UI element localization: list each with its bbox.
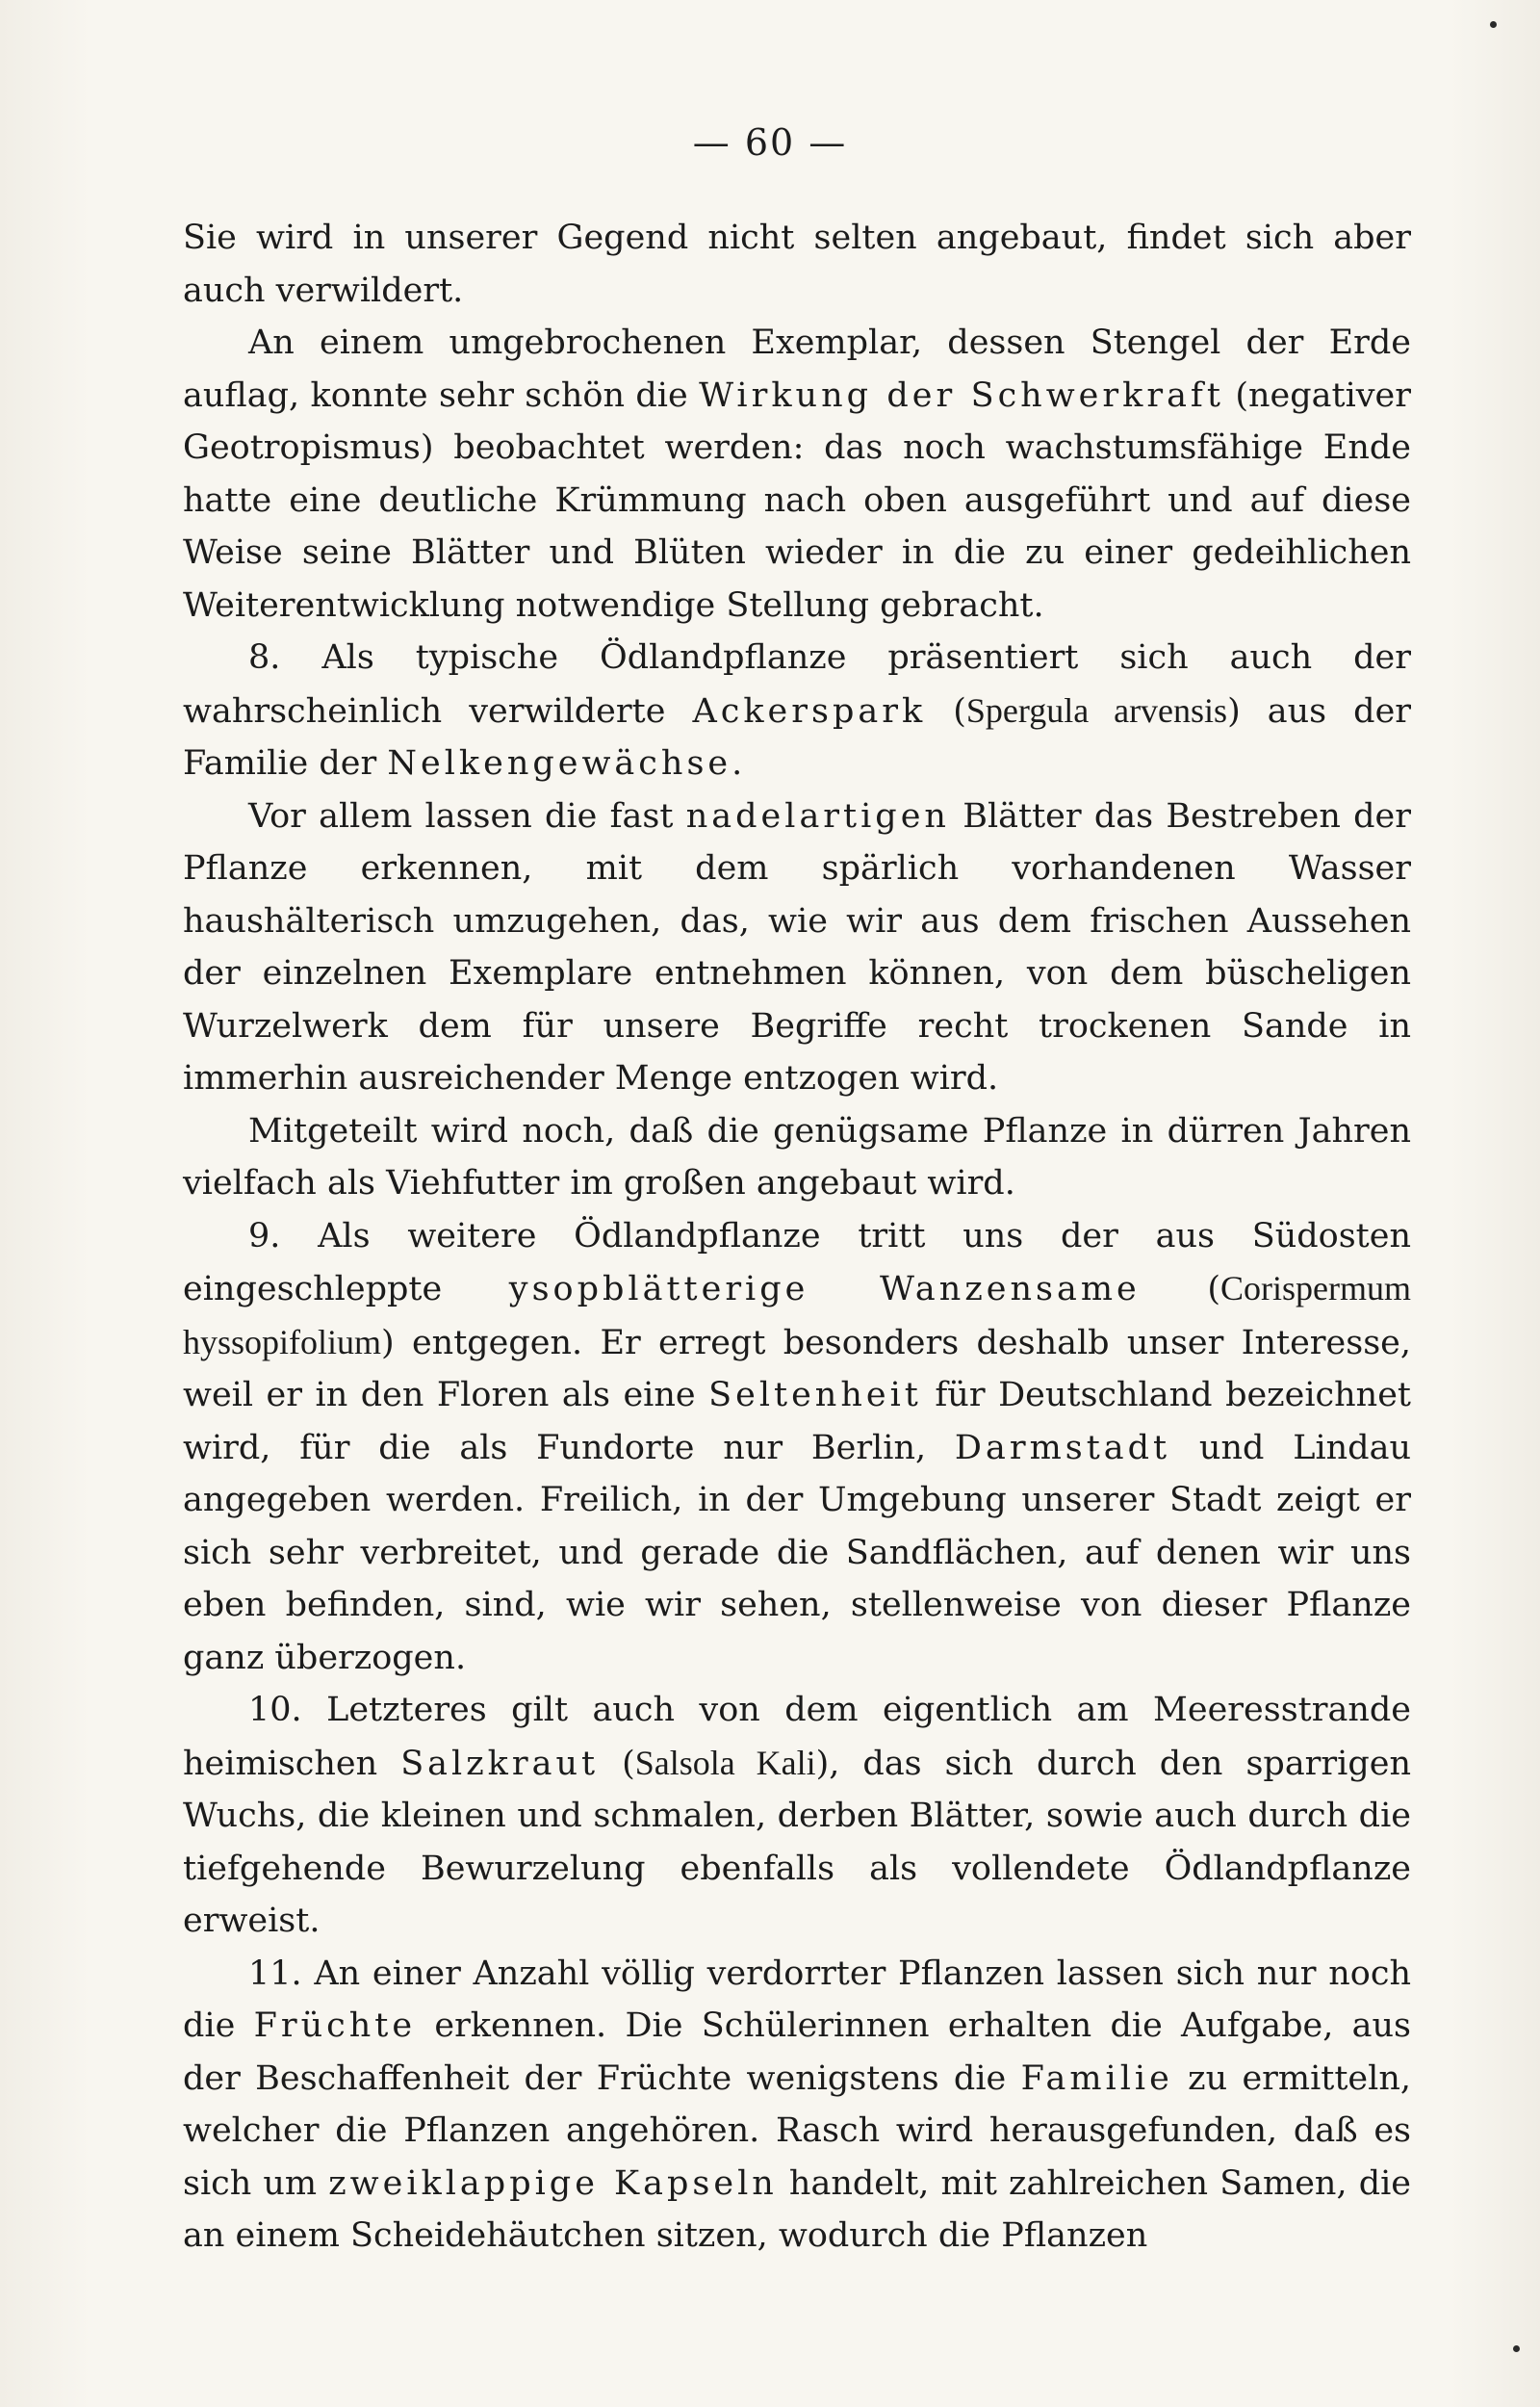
emphasized-term: Früchte [253,2006,417,2045]
text-run: . [732,744,743,783]
text-run: 8. Als typische Ödlandpflanze präsentiert sich auch der wahrscheinlich verwilderte [183,638,1411,731]
paragraph [183,212,1411,317]
text-run: und Lindau angegeben werden. Freilich, in der Umgebung unserer Stadt zeigt er sich sehr verbreitet, und gerade die Sandflächen, auf denen wir uns eben befinden, sind, wie wir sehen, stellenweise von dieser Pflanze ganz überzogen. [183,1428,1411,1677]
paragraph [183,632,1411,790]
text-run: Vor allem lassen die fast [248,796,686,836]
body-text [183,212,1411,2263]
latin-name: Corispermum hyssopifolium [183,1269,1412,1361]
corner-dot-bottom [1513,2345,1520,2352]
paragraph [183,1948,1411,2263]
paragraph [183,1684,1411,1948]
emphasized-term: Darmstadt [954,1428,1171,1467]
emphasized-term: Ackerspark [692,691,927,731]
text-run: ( [599,1744,635,1783]
page-number: — 60 — [692,121,848,164]
paragraph [183,790,1411,1105]
text-run: 10. Letzteres gilt auch von dem eigentlich am Meeresstrande heimischen [183,1691,1411,1783]
emphasized-term: Seltenheit [708,1376,922,1414]
emphasized-term: ysopblätterige Wanzensame [508,1270,1141,1308]
text-run: ( [1140,1270,1221,1308]
emphasized-term: Nelkengewächse [387,744,732,783]
text-run: ( [926,691,966,731]
paragraph [183,317,1411,632]
paragraph [183,1105,1411,1210]
text-run: ) entgegen. Er erregt besonders deshalb unser Interesse, weil er in den Floren als eine [183,1323,1411,1414]
text-run: handelt, mit zahlreichen Samen, die an einem Scheidehäutchen sitzen, wodurch die Pflanzen [183,2163,1412,2255]
text-run: An einem umgebrochenen Exemplar, dessen Stengel der Erde auflag, konnte sehr schön die [183,324,1411,415]
text-run: (negativer Geotropismus) beobachtet werden: das noch wachstumsfähige Ende hatte eine deutliche Krümmung nach oben ausgeführt und auf diese Weise seine Blätter und Blüten wieder in die zu einer gedeihlichen Weiterentwicklung notwendige Stellung gebracht. [183,375,1411,625]
emphasized-term: Salzkraut [400,1744,600,1783]
emphasized-term: nadelartigen [685,796,950,836]
text-run: ) aus der Familie der [183,691,1412,783]
text-run: Sie wird in unserer Gegend nicht selten angebaut, findet sich aber auch verwildert. [183,219,1411,310]
text-run: 9. Als weitere Ödlandpflanze tritt uns der aus Südosten eingeschleppte [183,1216,1411,1308]
text-run: ), das sich durch den sparrigen Wuchs, die kleinen und schmalen, derben Blätter, sowie auch durch die tiefgehende Bewurzelung ebenfalls als vollendete Ödlandpflanze erweist. [183,1744,1411,1940]
paragraph [183,1210,1411,1685]
latin-name: Spergula arvensis [965,690,1228,730]
corner-dot-top [1490,21,1497,28]
text-run: Blätter das Bestreben der Pflanze erkennen, mit dem spärlich vorhandenen Wasser haushälterisch umzugehen, das, wie wir aus dem frischen Aussehen der einzelnen Exemplare entnehmen können, von dem büscheligen Wurzelwerk dem für unsere Begriffe recht trockenen Sande in immerhin ausreichender Menge entzogen wird. [183,796,1411,1098]
emphasized-term: Familie [1020,2058,1173,2098]
emphasized-term: zweiklappige Kapseln [328,2163,778,2203]
text-run: erkennen. Die Schülerinnen erhalten die Aufgabe, aus der Beschaffenheit der Früchte wenigstens die [183,2006,1411,2098]
text-run: Mitgeteilt wird noch, daß die genügsame Pflanze in dürren Jahren vielfach als Viehfutter im großen angebaut wird. [183,1111,1411,1203]
text-run: 11. An einer Anzahl völlig verdorrter Pflanzen lassen sich nur noch die [183,1954,1411,2045]
latin-name: Salsola Kali [634,1743,816,1782]
text-run: zu ermitteln, welcher die Pflanzen angehören. Rasch wird herausgefunden, daß es sich um [183,2058,1411,2203]
text-run: für Deutschland bezeichnet wird, für die als Fundorte nur Berlin, [183,1376,1411,1467]
emphasized-term: Wirkung der Schwerkraft [699,375,1224,415]
